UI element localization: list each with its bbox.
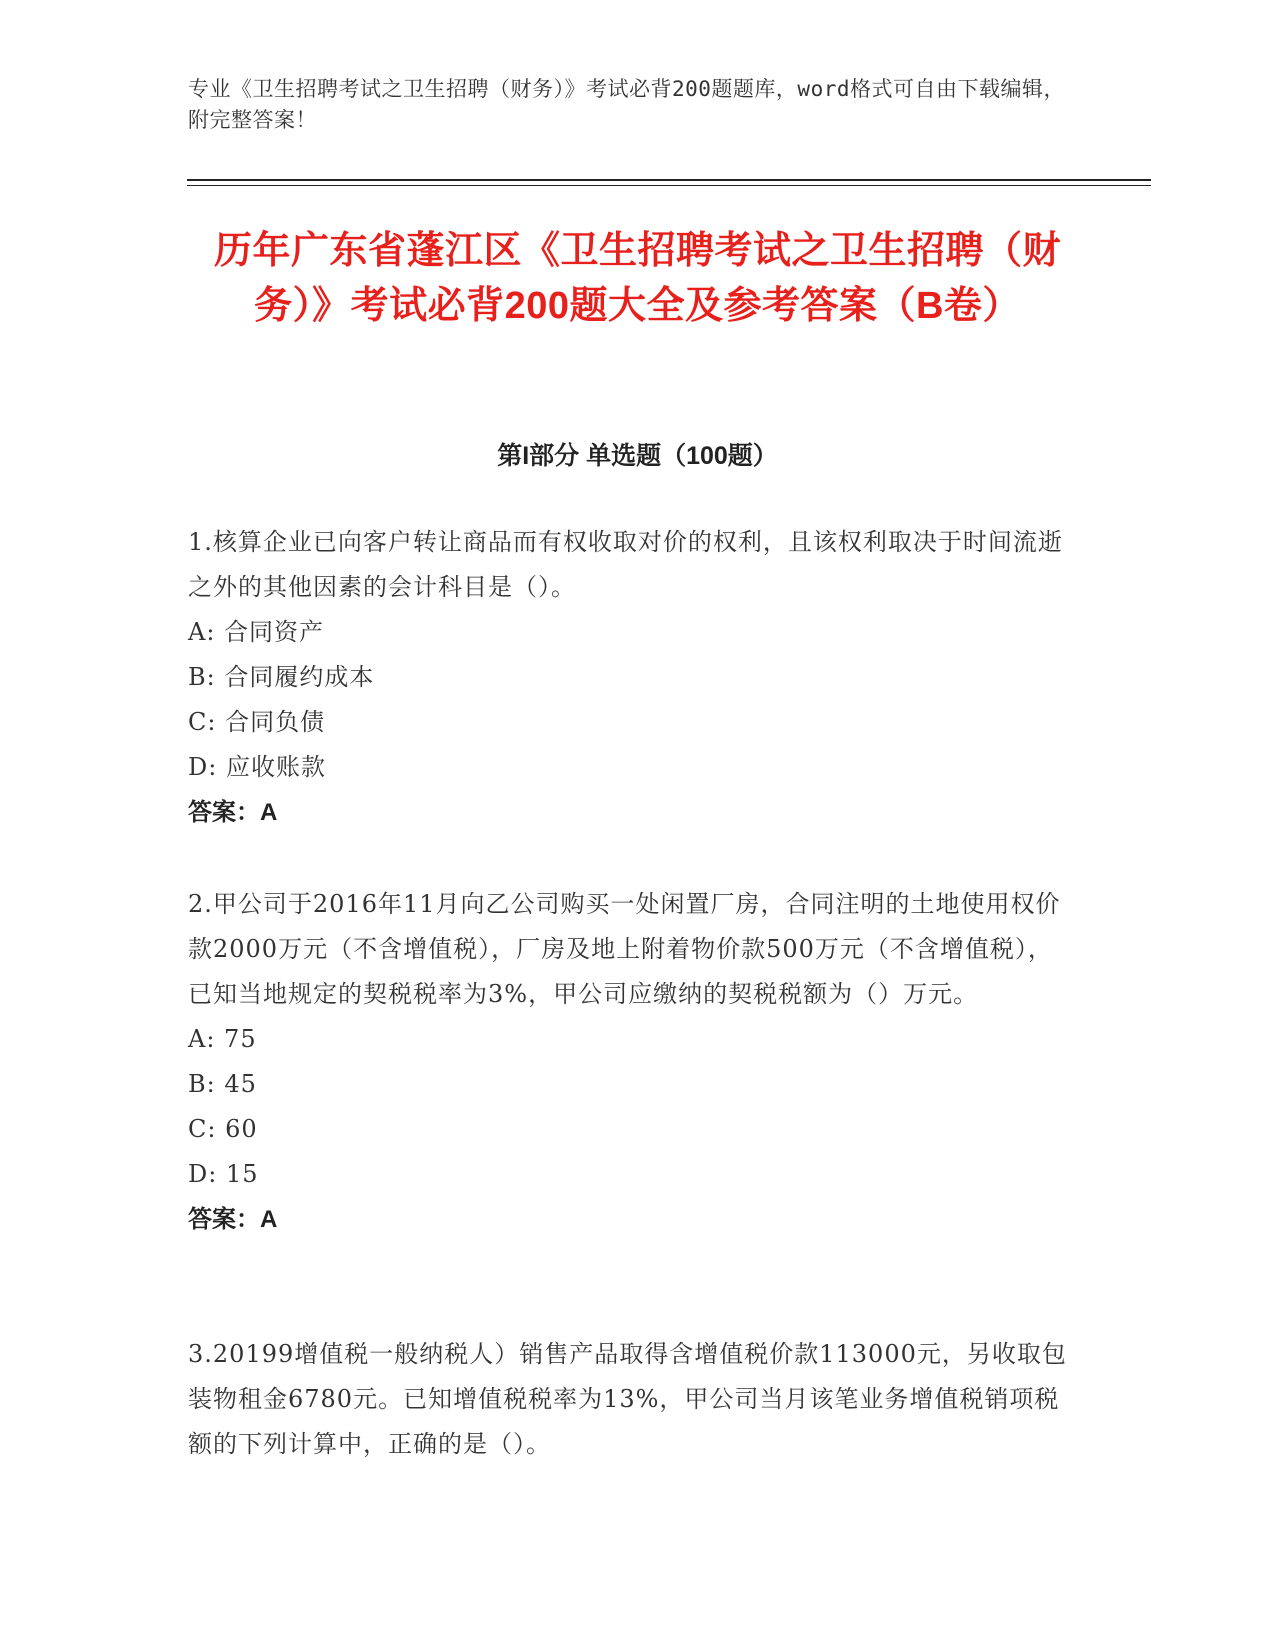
- question-3: [188, 1332, 1068, 1467]
- question-stem: 1.核算企业已向客户转让商品而有权收取对价的权利，且该权利取决于时间流逝之外的其他因素的会计科目是（）。: [188, 528, 1063, 601]
- question-2: [188, 882, 1068, 1242]
- option-b: B: 45: [188, 1070, 257, 1098]
- question-1: [188, 520, 1068, 835]
- header-rule-thin: [187, 185, 1151, 186]
- header-rule-thick: [187, 179, 1151, 181]
- option-a: A: 75: [188, 1025, 257, 1053]
- option-b: B: 合同履约成本: [188, 663, 375, 691]
- section-title: 第I部分 单选题（100题）: [497, 442, 778, 470]
- option-c: C: 60: [188, 1115, 258, 1143]
- option-d: D: 15: [188, 1160, 259, 1188]
- question-stem: 2.甲公司于2016年11月向乙公司购买一处闲置厂房，合同注明的土地使用权价款2000万元（不含增值税），厂房及地上附着物价款500万元（不含增值税），已知当地规定的契税税率为3%，甲公司应缴纳的契税税额为（）万元。: [188, 890, 1061, 1008]
- document-title: 历年广东省蓬江区《卫生招聘考试之卫生招聘（财务）》考试必背200题大全及参考答案（B卷）: [213, 230, 1061, 327]
- answer: 答案：A: [188, 799, 278, 826]
- header-note: 专业《卫生招聘考试之卫生招聘（财务）》考试必背200题题库，word格式可自由下载编辑，附完整答案！: [188, 77, 1065, 132]
- answer: 答案：A: [188, 1206, 278, 1233]
- option-d: D: 应收账款: [188, 753, 326, 781]
- option-a: A: 合同资产: [188, 618, 325, 646]
- option-c: C: 合同负债: [188, 708, 326, 736]
- question-stem: 3.20199增值税一般纳税人）销售产品取得含增值税价款113000元，另收取包装物租金6780元。已知增值税税率为13%，甲公司当月该笔业务增值税销项税额的下列计算中，正确的是（）。: [188, 1340, 1067, 1458]
